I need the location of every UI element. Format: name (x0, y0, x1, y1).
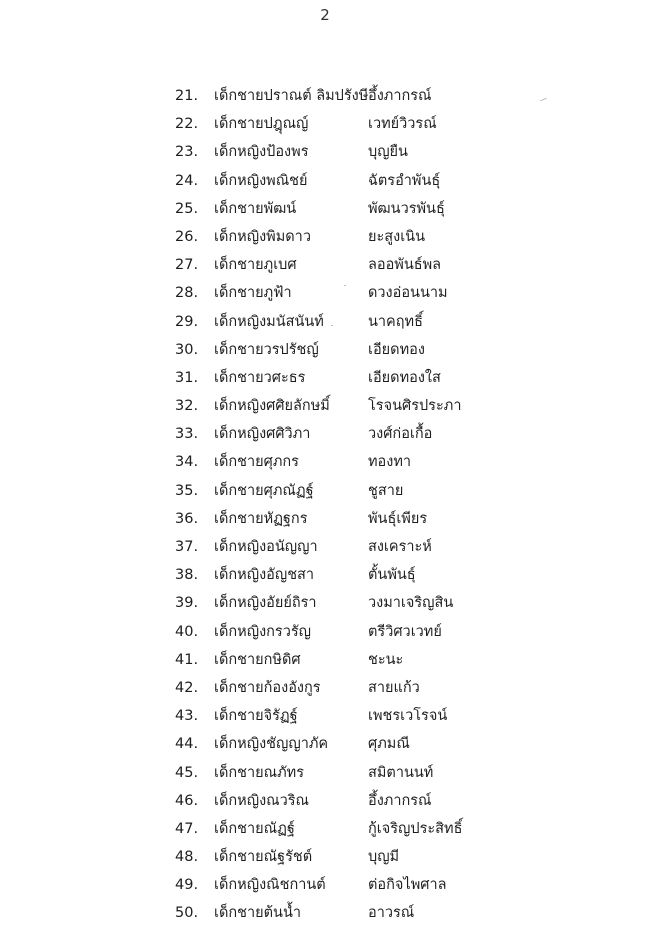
list-item (0, 702, 650, 730)
entry-number: 32. (175, 398, 199, 415)
entry-number: 30. (175, 341, 199, 358)
entry-number: 49. (175, 877, 199, 894)
list-item (0, 195, 650, 223)
list-item (0, 674, 650, 702)
entry-last-name: ลออพันธ์พล (368, 257, 442, 274)
entry-last-name: ทองทา (368, 454, 412, 471)
entry-last-name: อึ้งภากรณ์ (368, 88, 432, 104)
entry-first-name: เด็กหญิงศศิวิภา (214, 426, 311, 443)
entry-first-name: เด็กชายวรปรัชญ์ (214, 341, 319, 358)
list-item (0, 420, 650, 448)
list-item (0, 561, 650, 589)
entry-number: 40. (175, 623, 199, 640)
list-item (0, 110, 650, 138)
list-item (0, 618, 650, 646)
list-item (0, 843, 650, 871)
entry-last-name: พัฒนวรพันธุ์ (368, 200, 445, 217)
entry-first-name: เด็กชายพัฒน์ (214, 200, 297, 217)
entry-first-name: เด็กชายหัฏฐกร (214, 510, 308, 527)
entry-number: 28. (175, 285, 199, 302)
entry-last-name: ตั้นพันธุ์ (368, 567, 416, 584)
list-item (0, 815, 650, 843)
entry-last-name: วงศ์ก่อเกื้อ (368, 426, 433, 443)
entry-last-name: ชูสาย (368, 482, 404, 499)
entry-first-name: เด็กชายปฎุณญ์ (214, 116, 309, 133)
entry-number: 31. (175, 369, 199, 386)
list-item (0, 279, 650, 307)
entry-last-name: ตรีวิศวเวทย์ (368, 623, 442, 640)
list-item (0, 871, 650, 899)
entry-last-name: ศุภมณี (368, 736, 410, 753)
list-item (0, 448, 650, 476)
list-item (0, 336, 650, 364)
scan-speck (344, 285, 346, 286)
entry-number: 23. (175, 144, 199, 161)
list-item (0, 392, 650, 420)
entry-number: 34. (175, 454, 199, 471)
entry-last-name: อึ้งภากรณ์ (368, 792, 432, 809)
entry-first-name: เด็กหญิงณวริณ (214, 792, 309, 809)
entry-number: 45. (175, 764, 199, 781)
list-item (0, 899, 650, 927)
entry-number: 37. (175, 539, 199, 555)
entry-first-name: เด็กชายศุภณัฏฐ์ (214, 482, 314, 499)
entry-first-name: เด็กหญิงศศิยลักษมิ์ (214, 398, 330, 415)
list-item (0, 167, 650, 195)
list-item (0, 251, 650, 279)
entry-last-name: เวทย์วิวรณ์ (368, 116, 437, 133)
entry-number: 27. (175, 257, 199, 274)
entry-first-name: เด็กหญิงอนัญญา (214, 539, 318, 555)
list-item (0, 646, 650, 674)
entry-last-name: ฉัตรอำพันธุ์ (368, 172, 441, 189)
entry-last-name: พันธุ์เพียร (368, 510, 428, 527)
entry-first-name: เด็กหญิงกรวรัญ (214, 623, 311, 640)
entry-last-name: เอียดทอง (368, 341, 425, 358)
entry-first-name: เด็กหญิงชัญญาภัค (214, 736, 329, 753)
list-item (0, 759, 650, 787)
list-item (0, 533, 650, 561)
entry-first-name: เด็กหญิงมนัสนันท์ (214, 313, 324, 330)
entry-first-name: เด็กชายก้องอังกูร (214, 679, 321, 696)
entry-number: 33. (175, 426, 199, 443)
entry-number: 36. (175, 510, 199, 527)
entry-last-name: วงมาเจริญสิน (368, 595, 454, 612)
entry-first-name: เด็กหญิงอัญชสา (214, 567, 315, 584)
list-item (0, 138, 650, 166)
entry-last-name: ชะนะ (368, 651, 404, 668)
page-number: 2 (320, 6, 330, 24)
entry-last-name: โรจนศิรประภา (368, 398, 462, 415)
entry-number: 21. (175, 88, 199, 104)
entry-first-name: เด็กชายกษิดิศ (214, 651, 301, 668)
entry-last-name: นาคฤทธิ์ (368, 313, 423, 330)
entry-last-name: ดวงอ่อนนาม (368, 285, 448, 302)
entry-last-name: สมิตานนท์ (368, 764, 434, 781)
entry-number: 48. (175, 849, 199, 866)
entry-first-name: เด็กชายณัฏฐ์ (214, 820, 295, 837)
entry-first-name: เด็กหญิงพิมดาว (214, 228, 311, 245)
student-name-list (0, 82, 650, 928)
entry-number: 46. (175, 792, 199, 809)
entry-last-name: เพชรเวโรจน์ (368, 708, 448, 725)
entry-first-name: เด็กชายจิรัฏฐ์ (214, 708, 298, 725)
entry-number: 25. (175, 200, 199, 217)
entry-number: 39. (175, 595, 199, 612)
entry-number: 47. (175, 820, 199, 837)
scan-speck (331, 325, 333, 326)
list-item (0, 364, 650, 392)
entry-last-name: สายแก้ว (368, 679, 420, 696)
entry-last-name: สงเคราะห์ (368, 539, 432, 555)
list-item (0, 82, 650, 110)
entry-last-name: เอียดทองใส (368, 369, 441, 386)
entry-first-name: เด็กชายศุภกร (214, 454, 299, 471)
entry-first-name: เด็กหญิงพณิชย์ (214, 172, 308, 189)
entry-number: 35. (175, 482, 199, 499)
entry-first-name: เด็กชายภูฟ้า (214, 285, 292, 302)
entry-first-name: เด็กชายปราณต์ ลิมปรังษี (214, 88, 369, 104)
entry-number: 41. (175, 651, 199, 668)
list-item (0, 308, 650, 336)
list-item (0, 477, 650, 505)
entry-last-name: ยะสูงเนิน (368, 228, 425, 245)
entry-number: 29. (175, 313, 199, 330)
entry-number: 26. (175, 228, 199, 245)
entry-first-name: เด็กชายณภัทร (214, 764, 304, 781)
entry-first-name: เด็กชายวศะธร (214, 369, 306, 386)
entry-number: 24. (175, 172, 199, 189)
entry-number: 44. (175, 736, 199, 753)
list-item (0, 589, 650, 617)
list-item (0, 730, 650, 758)
list-item (0, 223, 650, 251)
list-item (0, 505, 650, 533)
entry-last-name: บุญมี (368, 849, 400, 866)
entry-first-name: เด็กหญิงป้องพร (214, 144, 309, 161)
entry-number: 38. (175, 567, 199, 584)
entry-first-name: เด็กหญิงอัยย์ถิรา (214, 595, 317, 612)
entry-number: 43. (175, 708, 199, 725)
entry-number: 50. (175, 905, 199, 922)
entry-first-name: เด็กหญิงณิชกานต์ (214, 877, 326, 894)
list-item (0, 787, 650, 815)
entry-last-name: กู้เจริญประสิทธิ์ (368, 820, 463, 837)
entry-last-name: อาวรณ์ (368, 905, 415, 922)
entry-last-name: ต่อกิจไพศาล (368, 877, 447, 894)
entry-number: 22. (175, 116, 199, 133)
entry-first-name: เด็กชายณัฐรัชต์ (214, 849, 313, 866)
entry-first-name: เด็กชายภูเบศ (214, 257, 297, 274)
entry-number: 42. (175, 679, 199, 696)
entry-first-name: เด็กชายต้นน้ำ (214, 905, 302, 922)
entry-last-name: บุญยืน (368, 144, 408, 161)
